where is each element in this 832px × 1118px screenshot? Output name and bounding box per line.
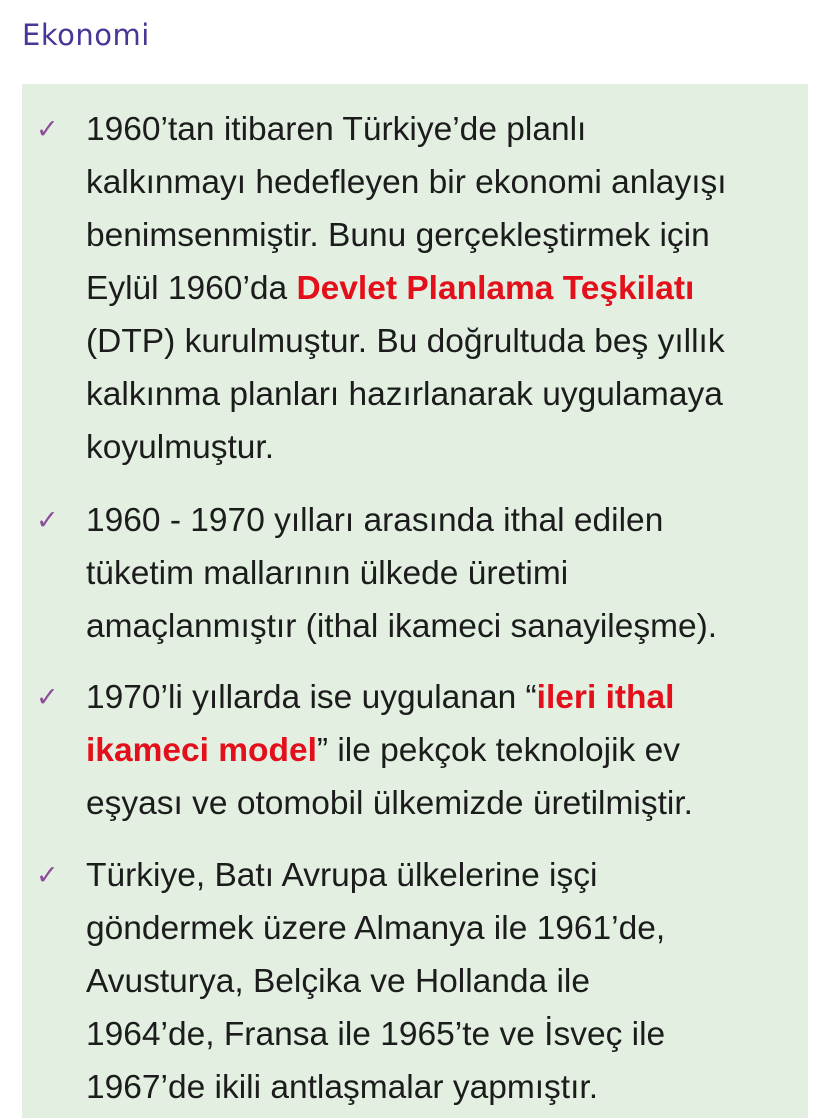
highlighted-term: Devlet Planlama Teşkilatı — [296, 270, 695, 307]
text-line: 1960 - 1970 yılları arasında ithal edilen — [86, 502, 664, 539]
text-line: (DTP) kurulmuştur. Bu doğrultuda beş yıllık — [86, 323, 725, 360]
highlighted-term: ikameci model — [86, 732, 317, 769]
text-line: amaçlanmıştır (ithal ikameci sanayileşme). — [86, 608, 718, 645]
bullet-text — [86, 103, 806, 474]
text-line: eşyası ve otomobil ülkemizde üretilmiştir. — [86, 785, 693, 822]
text-line: 1964’de, Fransa ile 1965’te ve İsveç ile — [86, 1016, 666, 1053]
text-segment: ” ile pekçok teknolojik ev — [316, 732, 680, 769]
bullet-text — [86, 494, 806, 653]
text-segment: Eylül 1960’da — [86, 270, 297, 307]
text-line: kalkınmayı hedefleyen bir ekonomi anlayışı — [86, 164, 727, 201]
check-mark-icon: ✓ — [36, 114, 59, 145]
check-mark-icon: ✓ — [36, 505, 59, 536]
bullet-text — [86, 849, 806, 1114]
text-line: kalkınma planları hazırlanarak uygulamaya — [86, 376, 723, 413]
info-box — [22, 84, 808, 1118]
text-line — [86, 671, 806, 724]
bullet-text — [86, 671, 806, 830]
text-line — [86, 724, 806, 777]
text-line: benimsenmiştir. Bunu gerçekleştirmek için — [86, 217, 710, 254]
text-line: 1960’tan itibaren Türkiye’de planlı — [86, 111, 587, 148]
text-segment: 1970’li yıllarda ise uygulanan “ — [86, 679, 537, 716]
text-line: Avusturya, Belçika ve Hollanda ile — [86, 963, 591, 1000]
section-title: Ekonomi — [22, 18, 150, 52]
highlighted-term: ileri ithal — [536, 679, 675, 716]
text-line: tüketim mallarının ülkede üretimi — [86, 555, 569, 592]
text-line: 1967’de ikili antlaşmalar yapmıştır. — [86, 1069, 599, 1106]
text-line: göndermek üzere Almanya ile 1961’de, — [86, 910, 666, 947]
text-line: Türkiye, Batı Avrupa ülkelerine işçi — [86, 857, 598, 894]
text-line — [86, 262, 806, 315]
check-mark-icon: ✓ — [36, 860, 59, 891]
text-line: koyulmuştur. — [86, 429, 275, 466]
check-mark-icon: ✓ — [36, 682, 59, 713]
